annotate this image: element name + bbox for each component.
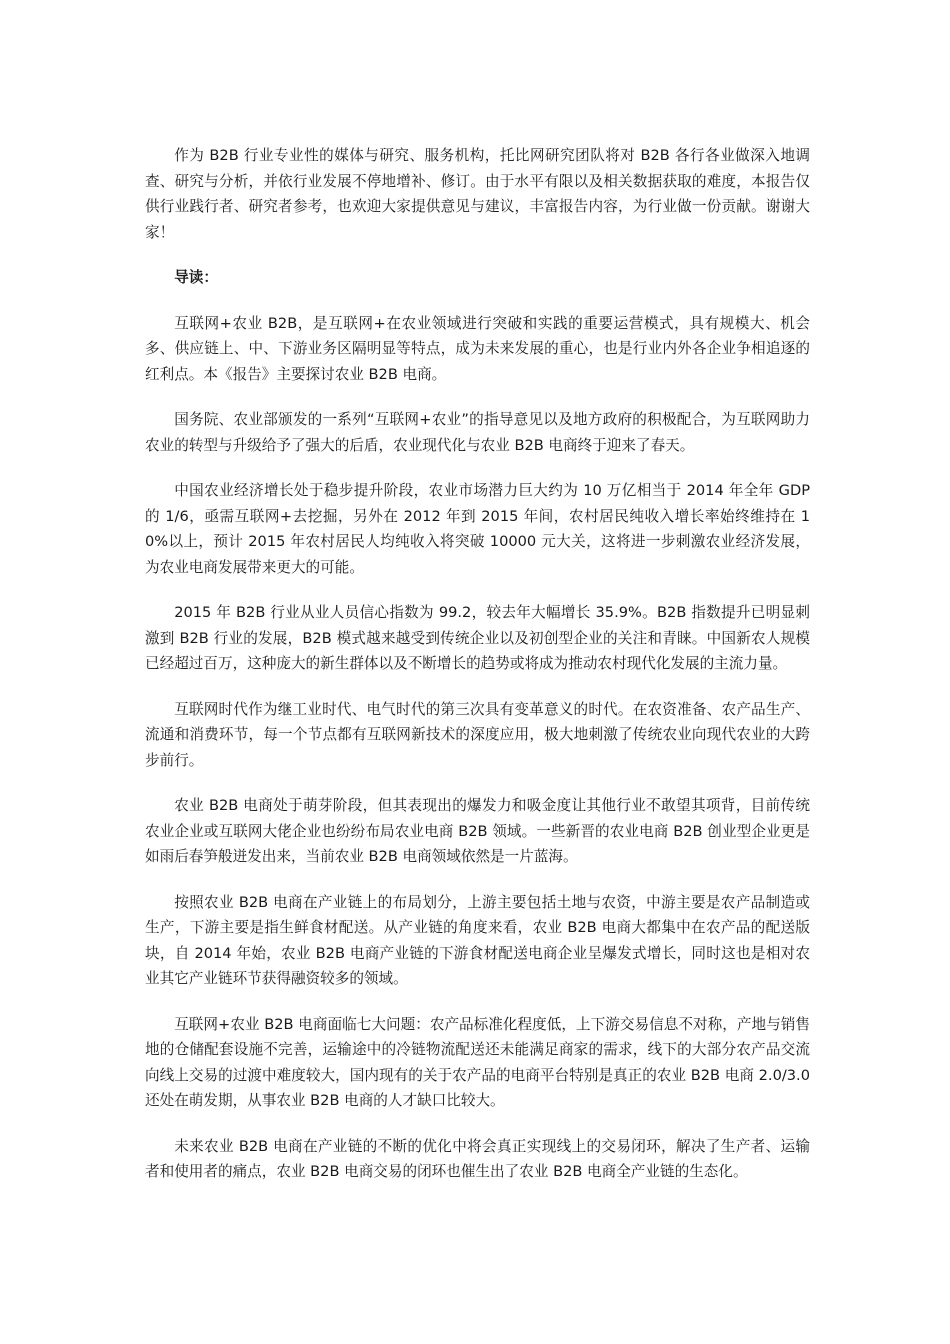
intro-paragraph: 作为 B2B 行业专业性的媒体与研究、服务机构，托比网研究团队将对 B2B 各行各业做深入地调查、研究与分析，并依行业发展不停地增补、修订。由于水平有限以及相关数据获取的难度，本报告仅供行业践行者、研究者参考，也欢迎大家提供意见与建议，丰富报告内容，为行业做一份贡献。谢谢大家！: [145, 147, 810, 241]
paragraph-overview: 互联网+农业 B2B，是互联网+在农业领域进行突破和实践的重要运营模式，具有规模大、机会多、供应链上、中、下游业务区隔明显等特点，成为未来发展的重心，也是行业内外各企业争相追逐的红利点。本《报告》主要探讨农业 B2B 电商。: [145, 314, 810, 383]
paragraph-emerging-stage: 农业 B2B 电商处于萌芽阶段，但其表现出的爆发力和吸金度让其他行业不敢望其项背，目前传统农业企业或互联网大佬企业也纷纷布局农业电商 B2B 领域。一些新晋的农业电商 B2B 创业型企业更是如雨后春笋般迸发出来，当前农业 B2B 电商领域依然是一片蓝海。: [145, 797, 810, 865]
paragraph-industry-chain: 按照农业 B2B 电商在产业链上的布局划分，上游主要包括土地与农资，中游主要是农产品制造或生产，下游主要是指生鲜食材配送。从产业链的角度来看，农业 B2B 电商大都集中在农产品的配送版块，自 2014 年始，农业 B2B 电商产业链的下游食材配送电商企业呈爆发式增长，同时这也是相对农业其它产业链环节获得融资较多的领域。: [145, 893, 810, 987]
section-heading: 导读：: [174, 269, 218, 286]
paragraph-policy: 国务院、农业部颁发的一系列“互联网+农业”的指导意见以及地方政府的积极配合，为互联网助力农业的转型与升级给予了强大的后盾，农业现代化与农业 B2B 电商终于迎来了春天。: [145, 411, 810, 454]
paragraph-future: 未来农业 B2B 电商在产业链的不断的优化中将会真正实现线上的交易闭环，解决了生产者、运输者和使用者的痛点，农业 B2B 电商交易的闭环也催生出了农业 B2B 电商全产业链的生态化。: [145, 1137, 810, 1180]
paragraph-economy: 中国农业经济增长处于稳步提升阶段，农业市场潜力巨大约为 10 万亿相当于 2014 年全年 GDP 的 1/6，亟需互联网+去挖掘，另外在 2012 年到 2015 年间，农村居民纯收入增长率始终维持在 10%以上，预计 2015 年农村居民人均纯收入将突破 10000 元大关，这将进一步刺激农业经济发展，为农业电商发展带来更大的可能。: [145, 482, 810, 576]
document-body: [145, 143, 810, 1205]
paragraph-confidence-index: 2015 年 B2B 行业从业人员信心指数为 99.2，较去年大幅增长 35.9%。B2B 指数提升已明显刺激到 B2B 行业的发展，B2B 模式越来越受到传统企业以及初创型企业的关注和青睐。中国新农人规模已经超过百万，这种庞大的新生群体以及不断增长的趋势或将成为推动农村现代化发展的主流力量。: [145, 604, 810, 672]
paragraph-seven-problems: 互联网+农业 B2B 电商面临七大问题：农产品标准化程度低，上下游交易信息不对称，产地与销售地的仓储配套设施不完善，运输途中的冷链物流配送还未能满足商家的需求，线下的大部分农产品交流向线上交易的过渡中难度较大，国内现有的关于农产品的电商平台特别是真正的农业 B2B 电商 2.0/3.0 还处在萌发期，从事农业 B2B 电商的人才缺口比较大。: [145, 1015, 810, 1109]
paragraph-internet-era: 互联网时代作为继工业时代、电气时代的第三次具有变革意义的时代。在农资准备、农产品生产、流通和消费环节，每一个节点都有互联网新技术的深度应用，极大地刺激了传统农业向现代农业的大跨步前行。: [145, 700, 810, 769]
